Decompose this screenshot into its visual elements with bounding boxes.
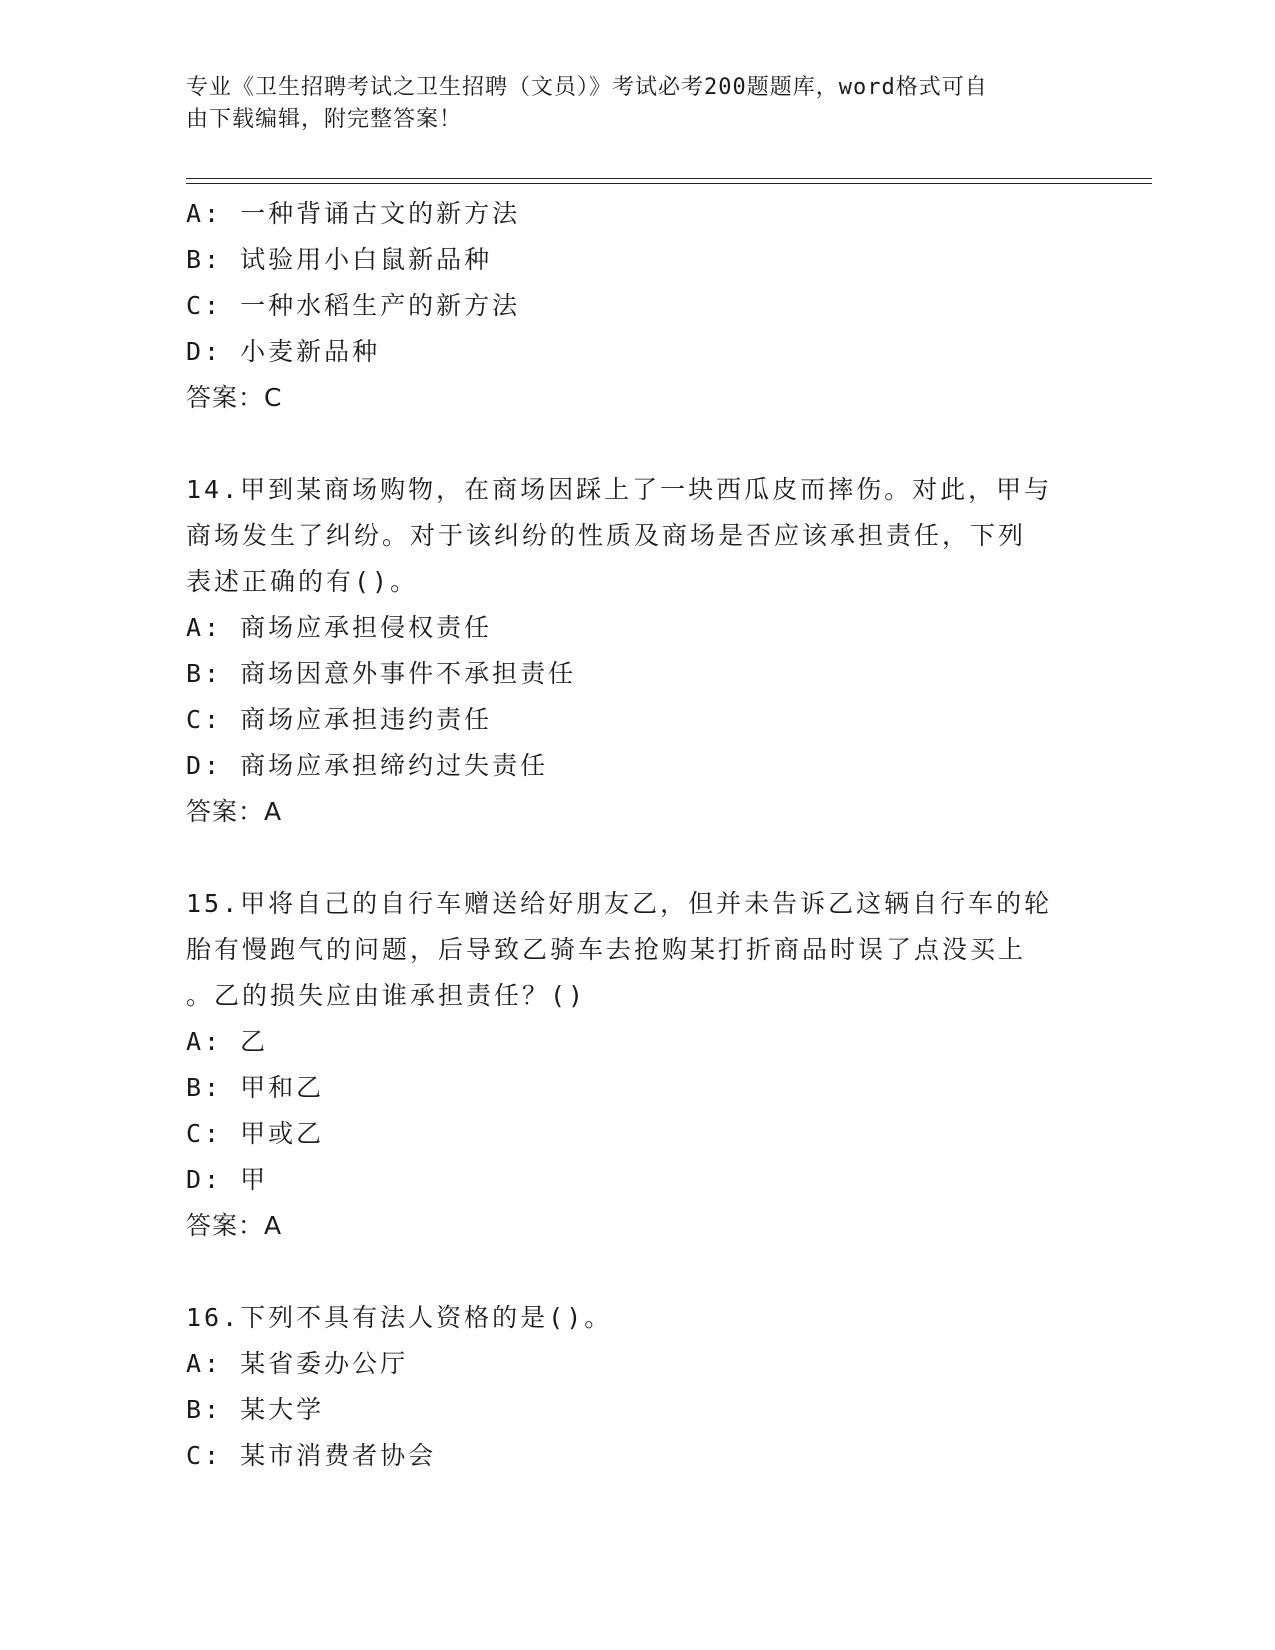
question-13 <box>186 191 1086 421</box>
document-header <box>186 72 1066 136</box>
question-text-line: 。乙的损失应由谁承担责任？() <box>186 981 587 1010</box>
question-text-line: 15.甲将自己的自行车赠送给好朋友乙，但并未告诉乙这辆自行车的轮 <box>186 889 1053 918</box>
answer: 答案：A <box>186 1211 283 1240</box>
option-a: A: 乙 <box>186 1027 269 1056</box>
option-d: D: 甲 <box>186 1165 269 1194</box>
option-a: A: 某省委办公厅 <box>186 1349 409 1378</box>
header-divider-bottom <box>186 183 1152 184</box>
question-text-line: 商场发生了纠纷。对于该纠纷的性质及商场是否应该承担责任，下列 <box>186 521 1027 550</box>
header-divider-top <box>186 178 1152 179</box>
question-15 <box>186 881 1086 1249</box>
option-a: A: 一种背诵古文的新方法 <box>186 199 521 228</box>
question-text-line: 16.下列不具有法人资格的是()。 <box>186 1303 613 1332</box>
option-c: C: 甲或乙 <box>186 1119 325 1148</box>
option-c: C: 商场应承担违约责任 <box>186 705 493 734</box>
question-text-line: 表述正确的有()。 <box>186 567 419 596</box>
option-a: A: 商场应承担侵权责任 <box>186 613 493 642</box>
header-line-2: 由下载编辑，附完整答案！ <box>186 107 463 132</box>
option-c: C: 某市消费者协会 <box>186 1441 437 1470</box>
option-b: B: 商场因意外事件不承担责任 <box>186 659 577 688</box>
question-content <box>186 191 1086 1479</box>
question-spacer <box>186 1249 1086 1295</box>
question-14 <box>186 467 1086 835</box>
question-spacer <box>186 835 1086 881</box>
question-spacer <box>186 421 1086 467</box>
question-16 <box>186 1295 1086 1479</box>
option-b: B: 试验用小白鼠新品种 <box>186 245 493 274</box>
header-line-1: 专业《卫生招聘考试之卫生招聘（文员）》考试必考200题题库，word格式可自 <box>186 75 988 100</box>
answer: 答案：A <box>186 797 283 826</box>
answer: 答案：C <box>186 383 283 412</box>
option-d: D: 小麦新品种 <box>186 337 381 366</box>
option-b: B: 甲和乙 <box>186 1073 325 1102</box>
option-d: D: 商场应承担缔约过失责任 <box>186 751 549 780</box>
option-b: B: 某大学 <box>186 1395 325 1424</box>
question-text-line: 14.甲到某商场购物，在商场因踩上了一块西瓜皮而摔伤。对此，甲与 <box>186 475 1053 504</box>
option-c: C: 一种水稻生产的新方法 <box>186 291 521 320</box>
question-text-line: 胎有慢跑气的问题，后导致乙骑车去抢购某打折商品时误了点没买上 <box>186 935 1027 964</box>
